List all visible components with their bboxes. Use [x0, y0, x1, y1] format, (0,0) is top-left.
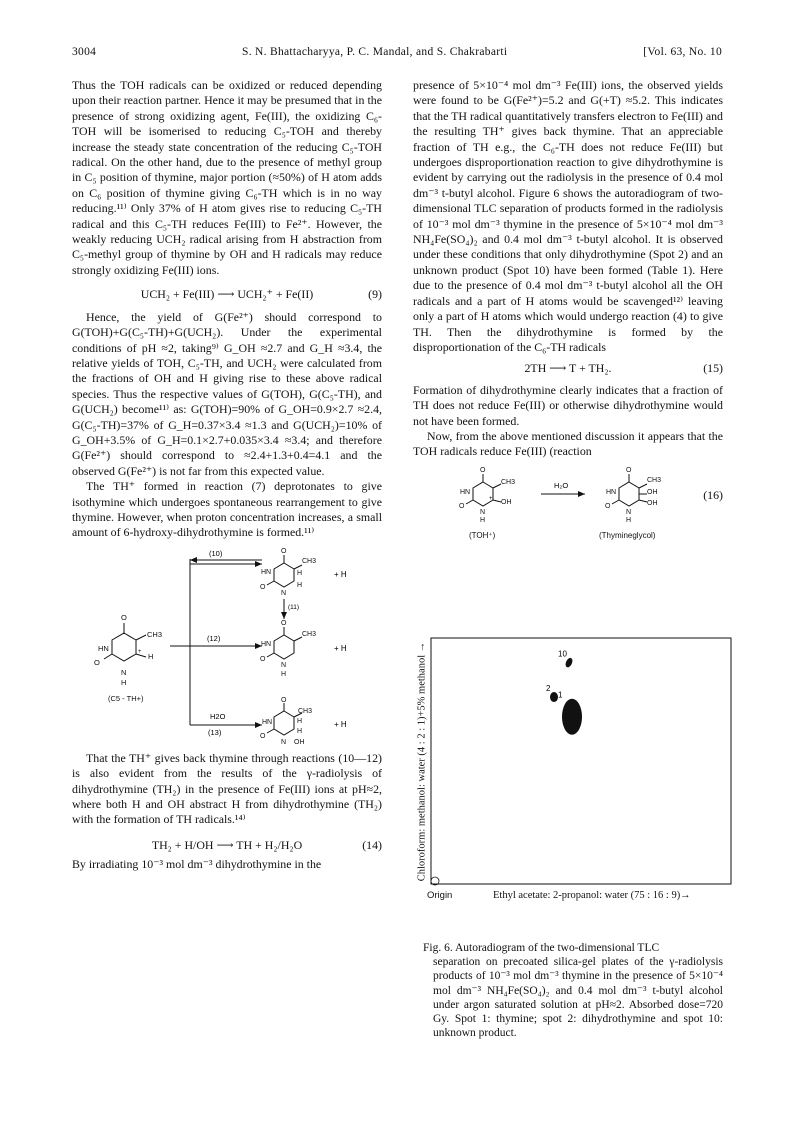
- equation-number: (15): [703, 361, 723, 376]
- svg-text:H: H: [626, 516, 632, 524]
- svg-text:O: O: [260, 732, 266, 740]
- tlc-spot-label: 2: [546, 684, 551, 694]
- caption-body: separation on precoated silica-gel plates of the γ-radiolysis products of 10⁻³ mol dm⁻³ thymine in the presence of 5×10⁻⁴ mol dm⁻³ NH₄Fe(SO₄)₂ and 0.4 mol dm⁻³ t-butyl alcohol under argon saturated solution at pH≈2. Absorbed dose=720 Gy. Spot 1: thymine; spot 2: dihydrothymine and spot 10: unknown product.: [433, 956, 723, 1040]
- svg-text:O: O: [459, 502, 465, 510]
- equation-text: TH₂ + H/OH ⟶ TH + H₂/H₂O: [151, 837, 303, 852]
- paragraph: That the TH⁺ gives back thymine through reactions (10—12) is also evident from the results of the γ-radiolysis of dihydrothymine (TH₂) in the presence of Fe(III) ions at pH≈2, where both H and OH abstract H from dihydrothymine (TH₂) with the formation of TH radicals.¹⁴⁾: [72, 750, 382, 827]
- svg-text:CH3: CH3: [647, 476, 662, 484]
- svg-text:H: H: [281, 670, 287, 678]
- equation-number: (16): [703, 487, 723, 502]
- paragraph: presence of 5×10⁻⁴ mol dm⁻³ Fe(III) ions, the observed yields were found to be G(Fe²⁺)=5.2 and G(+T) ≈5.2. This indicates that the TH radical quantitatively transfers electron to Fe(III) and the resulting TH⁺ gives back thymine. That an appreciable fraction of TH e.g., the C₆-TH does not reduce Fe(III) but undergoes disproportionation reaction to give dihydrothymine is evident by carrying out the radiolysis in the presence of 0.4 mol dm⁻³ t-butyl alcohol. Figure 6 shows the autoradiogram of two-dimensional TLC separation of products formed in the radiolysis of 10⁻³ mol dm⁻³ thymine in the presence of 5×10⁻⁴ mol dm⁻³ NH₄Fe(SO₄)₂ and 0.4 mol dm⁻³ t-butyl alcohol. It is observed under these conditions that only dihydrothymine (Spot 2) and an unknown product (Spot 10) have been formed (Table 1). Here due to the presence of 0.4 mol dm⁻³ t-butyl alcohol all the OH radicals and a part of H atoms would be scavenged¹²⁾ leaving only a part of H atoms which would undergo reaction (4) to give TH. Then the dihydrothymine is formed by the disproportionation of the C₆-TH radicals: [413, 78, 723, 354]
- svg-text:HN: HN: [261, 568, 272, 576]
- paragraph: Hence, the yield of G(Fe²⁺) should correspond to G(TOH)+G(C₅-TH)+G(UCH₂). Under the experimental conditions of pH ≈2, taking⁹⁾ G_OH ≈2.7 and G_H ≈3.4, the relative yields of TOH, C₅-TH, and UCH₂ were calculated from the fractions of OH and H giving rise to these above radical species. Thus the respective values of G(TOH), G(C₅-TH), and G(UCH₂) become¹¹⁾ as: G(TOH)=90% of G_OH=0.9×2.7 ≈2.4, G(C₅-TH)=37% of G_H=0.37×3.4 ≈1.3 and G(UCH₂)=10% of G_OH+3.5% of G_H=0.1×2.7+0.035×3.4 ≈3.4; and therefore G(Fe²⁺) should correspond to ≈2.4+1.3+0.4=4.1 and the observed G(Fe²⁺) is not far from this expected value.: [72, 309, 382, 478]
- svg-text:+: +: [138, 648, 142, 655]
- svg-text:HN: HN: [460, 488, 471, 496]
- svg-text:OH: OH: [647, 499, 658, 507]
- svg-text:CH3: CH3: [501, 478, 516, 486]
- volume-info: [Vol. 63, No. 10: [643, 46, 722, 58]
- h2o-label: H2O: [210, 711, 226, 721]
- tlc-spot-label: 10: [558, 649, 567, 659]
- svg-text:N: N: [480, 508, 486, 516]
- x-axis-label: Ethyl acetate: 2-propanol: water (75 : 16 : 9)→: [493, 890, 691, 901]
- svg-text:H: H: [297, 727, 303, 735]
- svg-text:H: H: [297, 717, 303, 725]
- svg-text:H: H: [148, 651, 154, 661]
- svg-text:O: O: [121, 612, 127, 622]
- svg-text:H: H: [297, 581, 303, 589]
- svg-text:N: N: [626, 508, 632, 516]
- svg-text:O: O: [605, 502, 611, 510]
- tlc-spot: [550, 692, 558, 702]
- svg-text:CH3: CH3: [298, 707, 313, 715]
- authors: S. N. Bhattacharyya, P. C. Mandal, and S. Chakrabarti: [242, 46, 508, 58]
- svg-text:HN: HN: [98, 643, 109, 653]
- svg-text:H: H: [480, 516, 486, 524]
- equation-16-scheme: [413, 464, 723, 530]
- svg-text:H: H: [297, 569, 303, 577]
- tlc-spot-label: 1: [558, 690, 563, 700]
- paragraph: Now, from the above mentioned discussion it appears that the TOH radicals reduce Fe(III) (reaction: [413, 428, 723, 459]
- equation-number: (14): [362, 837, 382, 852]
- equation-16: [413, 464, 723, 540]
- left-column: [72, 78, 382, 873]
- svg-text:HN: HN: [262, 718, 273, 726]
- svg-text:O: O: [260, 655, 266, 663]
- paragraph: The TH⁺ formed in reaction (7) deprotonates to give isothymine which undergoes spontaneous rearrangement to give thymine. However, when proton concentration increases, a small amount of 6-hydroxy-dihydrothymine is formed.¹¹⁾: [72, 479, 382, 540]
- svg-text:N: N: [121, 667, 127, 677]
- svg-text:O: O: [281, 619, 287, 627]
- equation-9: [72, 287, 382, 302]
- svg-text:H: H: [121, 677, 127, 687]
- svg-text:CH3: CH3: [302, 557, 317, 565]
- reaction-13-label: (13): [208, 727, 222, 737]
- proton-product: + H: [334, 643, 347, 653]
- svg-text:N: N: [281, 589, 287, 597]
- paragraph: By irradiating 10⁻³ mol dm⁻³ dihydrothymine in the: [72, 857, 322, 872]
- svg-text:O: O: [260, 583, 266, 591]
- equation-text: 2TH ⟶ T + TH₂.: [524, 361, 612, 376]
- svg-text:O: O: [281, 547, 287, 555]
- svg-text:O: O: [626, 466, 632, 474]
- proton-product: + H: [334, 569, 347, 579]
- equation-15: [413, 361, 723, 376]
- page-number: 3004: [72, 46, 97, 58]
- paragraph: Thus the TOH radicals can be oxidized or reduced depending upon their reaction partner. Hence it may be presumed that in the presence of strong oxidizing agent, Fe(III), the oxidizing C₆-TOH will be isomerised to reducing C₅-TOH and thereby increase the steady state concentration of the reducing C₅-TOH radical. On the other hand, due to the presence of methyl group in C₅ position of thymine, major portion (≈50%) of H atom adds on C₆ position of thymine giving C₆-TH which is in no way reducing.¹¹⁾ Only 37% of H atom gives rise to reducing C₅-TH radical and this C₅-TH reduces Fe(III) to Fe²⁺. However, the weakly reducing UCH₂ radical arising from H abstraction from C₅-methyl group of thymine by OH and H radicals may reduce strongly oxidizing Fe(III) ions.: [72, 78, 382, 277]
- svg-text:O: O: [281, 696, 287, 704]
- product-structure-12: [267, 627, 302, 659]
- tlc-plate: [429, 636, 739, 896]
- svg-text:OH: OH: [294, 738, 305, 746]
- caption-lead: Fig. 6. Autoradiogram of the two-dimensional TLC: [423, 942, 660, 954]
- reaction-12-label: (12): [207, 633, 221, 643]
- reactant-structure: [104, 623, 146, 661]
- reactant-label: (C5 - TH+): [108, 693, 144, 703]
- svg-text:N: N: [281, 738, 287, 746]
- toh-label: (TOH⁺): [469, 530, 496, 540]
- svg-text:N: N: [281, 661, 287, 669]
- svg-text:O: O: [94, 657, 100, 667]
- y-axis-label: Chloroform: methanol: water (4 : 2 : 1)+5% methanol →: [416, 641, 428, 882]
- reaction-10-label: (10): [209, 548, 223, 558]
- svg-text:CH3: CH3: [147, 629, 163, 639]
- figure-6: [413, 628, 733, 918]
- svg-text:CH3: CH3: [302, 630, 317, 638]
- equation-text: UCH₂ + Fe(III) ⟶ UCH₂⁺ + Fe(II): [140, 287, 314, 302]
- paragraph: Formation of dihydrothymine clearly indicates that a fraction of TH does not reduce Fe(III) or otherwise dihydrothymine would not have been formed.: [413, 382, 723, 428]
- svg-text:O: O: [480, 466, 486, 474]
- reaction-11-label: (11): [288, 603, 300, 611]
- svg-text:+: +: [489, 495, 493, 502]
- thymineglycol-label: (Thymineglycol): [599, 530, 656, 540]
- equation-14: [72, 838, 382, 853]
- svg-text:OH: OH: [647, 488, 658, 496]
- running-header: [72, 46, 722, 62]
- svg-text:HN: HN: [261, 640, 272, 648]
- origin-label: Origin: [427, 890, 453, 901]
- water-label: H₂O: [554, 480, 569, 490]
- tlc-spot: [562, 699, 582, 735]
- figure-caption: [423, 941, 723, 1040]
- reaction-scheme: [72, 547, 382, 747]
- proton-product: + H: [334, 719, 347, 729]
- svg-text:OH: OH: [501, 498, 512, 506]
- equation-number: (9): [368, 287, 382, 302]
- svg-text:HN: HN: [606, 488, 617, 496]
- right-column: [413, 78, 723, 540]
